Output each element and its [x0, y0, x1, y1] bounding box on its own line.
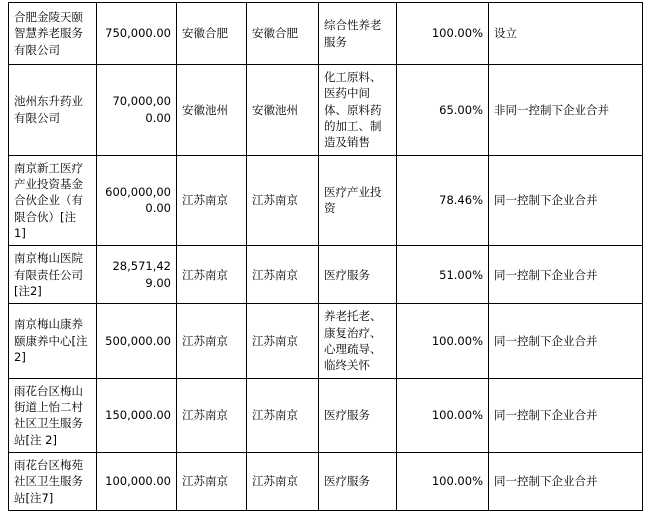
cell-registered-capital: 100,000.00 [97, 452, 177, 510]
subsidiaries-table [8, 2, 643, 511]
cell-shareholding-ratio: 65.00% [397, 65, 489, 156]
cell-business-nature: 化工原料、医药中间体、原料药的加工、制造及销售 [319, 65, 397, 156]
cell-subsidiary-name: 合肥金陵天颐智慧养老服务有限公司 [9, 3, 97, 65]
cell-main-business-place: 江苏南京 [247, 304, 319, 378]
table-body [9, 3, 643, 511]
cell-registered-capital: 28,571,429.00 [97, 246, 177, 304]
cell-shareholding-ratio: 100.00% [397, 452, 489, 510]
cell-registration-place: 江苏南京 [177, 155, 247, 246]
cell-registration-place: 安徽池州 [177, 65, 247, 156]
cell-registered-capital: 150,000.00 [97, 378, 177, 452]
cell-subsidiary-name: 雨花台区梅山街道上怡二村社区卫生服务站[注 2] [9, 378, 97, 452]
cell-main-business-place: 江苏南京 [247, 452, 319, 510]
cell-registered-capital: 750,000.00 [97, 3, 177, 65]
cell-shareholding-ratio: 78.46% [397, 155, 489, 246]
cell-business-nature: 养老托老、康复治疗、心理疏导、临终关怀 [319, 304, 397, 378]
cell-acquisition-method: 同一控制下企业合并 [489, 452, 643, 510]
cell-subsidiary-name: 南京新工医疗产业投资基金合伙企业（有限合伙）[注 1] [9, 155, 97, 246]
cell-registered-capital: 500,000.00 [97, 304, 177, 378]
table-row [9, 452, 643, 510]
cell-registration-place: 江苏南京 [177, 304, 247, 378]
cell-registration-place: 江苏南京 [177, 378, 247, 452]
cell-main-business-place: 江苏南京 [247, 378, 319, 452]
cell-main-business-place: 江苏南京 [247, 155, 319, 246]
cell-acquisition-method: 同一控制下企业合并 [489, 378, 643, 452]
cell-acquisition-method: 设立 [489, 3, 643, 65]
cell-main-business-place: 安徽池州 [247, 65, 319, 156]
table-row [9, 65, 643, 156]
cell-business-nature: 医疗服务 [319, 452, 397, 510]
cell-main-business-place: 江苏南京 [247, 246, 319, 304]
cell-shareholding-ratio: 51.00% [397, 246, 489, 304]
cell-acquisition-method: 非同一控制下企业合并 [489, 65, 643, 156]
cell-registered-capital: 70,000,000.00 [97, 65, 177, 156]
cell-subsidiary-name: 雨花台区梅苑社区卫生服务站[注7] [9, 452, 97, 510]
cell-acquisition-method: 同一控制下企业合并 [489, 155, 643, 246]
cell-subsidiary-name: 池州东升药业有限公司 [9, 65, 97, 156]
cell-shareholding-ratio: 100.00% [397, 378, 489, 452]
cell-business-nature: 医疗服务 [319, 378, 397, 452]
cell-subsidiary-name: 南京梅山康养颐康养中心[注 2] [9, 304, 97, 378]
document-page [0, 2, 650, 505]
cell-registration-place: 江苏南京 [177, 452, 247, 510]
table-row [9, 246, 643, 304]
cell-registration-place: 安徽合肥 [177, 3, 247, 65]
cell-business-nature: 医疗服务 [319, 246, 397, 304]
table-row [9, 304, 643, 378]
cell-main-business-place: 安徽合肥 [247, 3, 319, 65]
table-row [9, 155, 643, 246]
cell-business-nature: 综合性养老服务 [319, 3, 397, 65]
table-row [9, 3, 643, 65]
cell-acquisition-method: 同一控制下企业合并 [489, 304, 643, 378]
cell-registered-capital: 600,000,000.00 [97, 155, 177, 246]
cell-shareholding-ratio: 100.00% [397, 304, 489, 378]
cell-subsidiary-name: 南京梅山医院有限责任公司[注2] [9, 246, 97, 304]
cell-registration-place: 江苏南京 [177, 246, 247, 304]
table-row [9, 378, 643, 452]
cell-acquisition-method: 同一控制下企业合并 [489, 246, 643, 304]
cell-shareholding-ratio: 100.00% [397, 3, 489, 65]
cell-business-nature: 医疗产业投资 [319, 155, 397, 246]
